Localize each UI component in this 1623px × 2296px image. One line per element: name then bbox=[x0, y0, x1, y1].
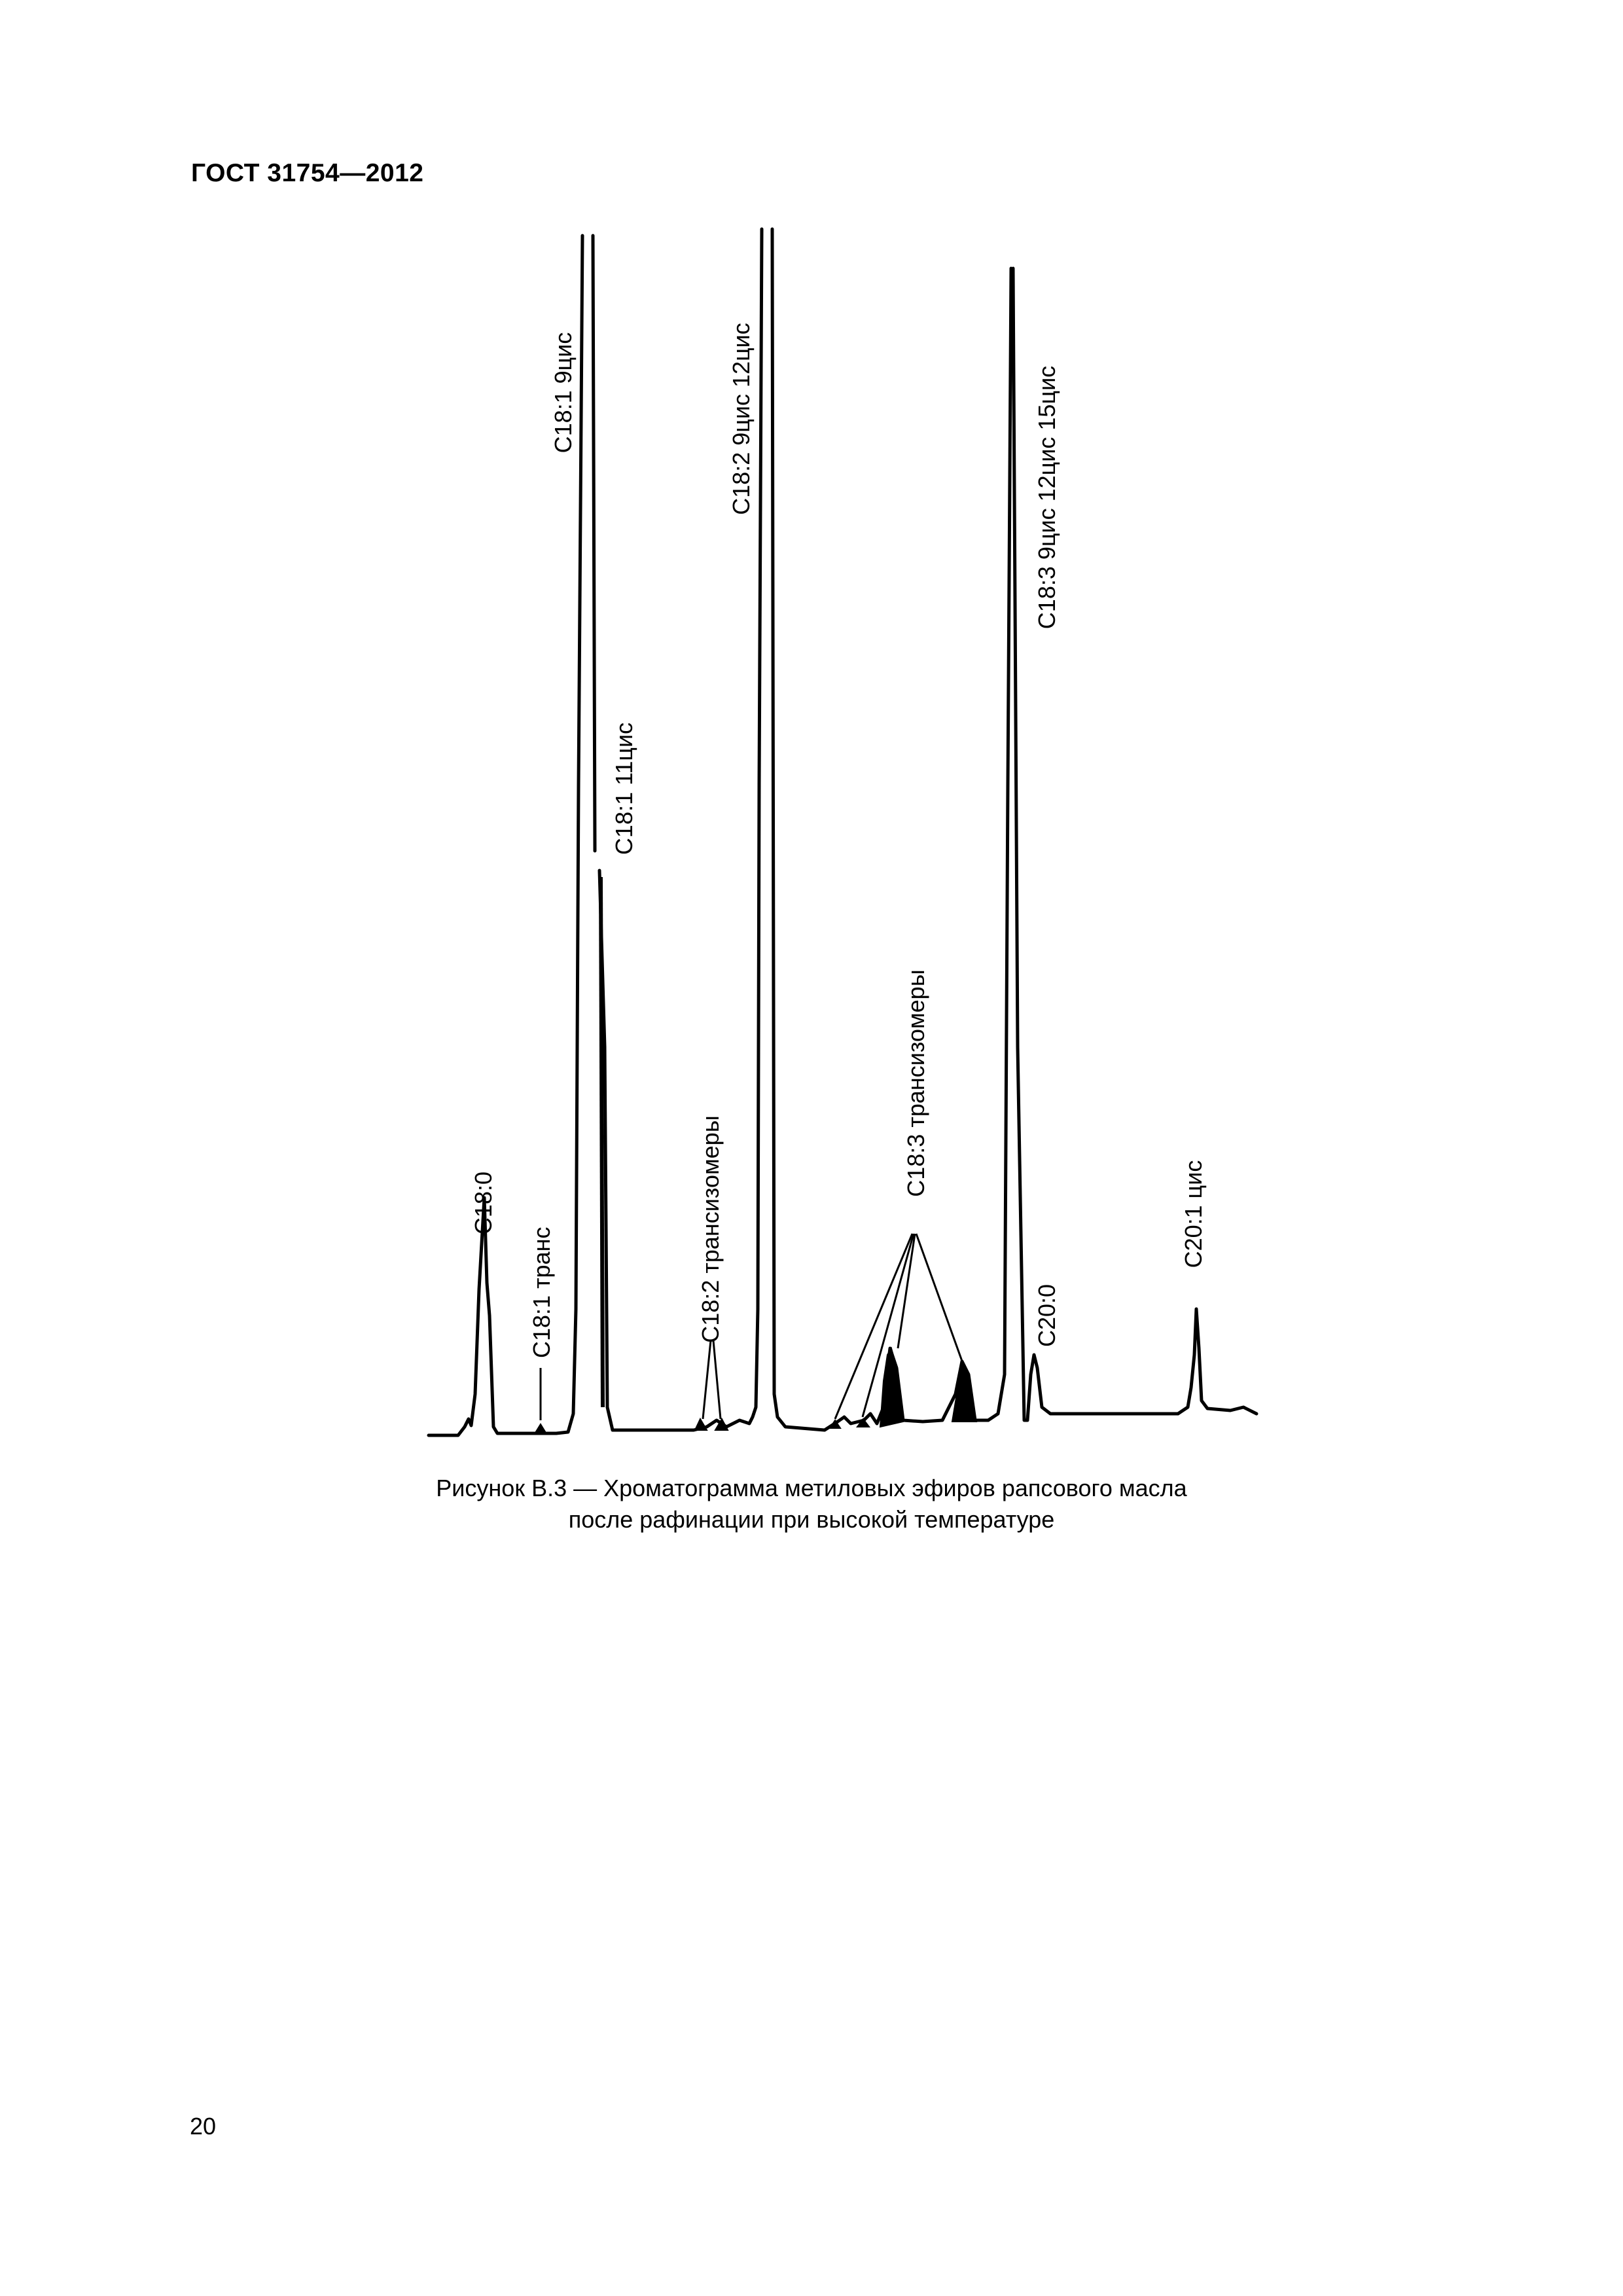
peak-label-c20-1-cis: С20:1 цис bbox=[1180, 1160, 1207, 1268]
document-header: ГОСТ 31754—2012 bbox=[191, 159, 424, 187]
peak-label-c18-1-9cis: С18:1 9цис bbox=[550, 332, 577, 454]
trace-c18-1-9cis-fall bbox=[593, 236, 595, 851]
shaded-peak-c18-1-trans bbox=[535, 1424, 546, 1433]
peak-label-c20-0: С20:0 bbox=[1033, 1283, 1060, 1348]
peak-c18-1-11cis-line bbox=[601, 877, 603, 1407]
peak-label-c18-3-cis: С18:3 9цис 12цис 15цис bbox=[1033, 365, 1060, 630]
peak-label-c18-3-trans: С18:3 трансизомеры bbox=[902, 969, 929, 1197]
page-number: 20 bbox=[190, 2113, 217, 2140]
peak-label-c18-2-9cis-12cis: С18:2 9цис 12цис bbox=[728, 323, 755, 515]
leader-c18-2-trans-a bbox=[703, 1340, 711, 1419]
leader-c18-2-trans-b bbox=[713, 1340, 721, 1419]
trace-c18-2-fall bbox=[772, 229, 1011, 1430]
figure-caption bbox=[0, 1473, 1623, 1535]
leader-c18-3-trans-d bbox=[916, 1234, 963, 1365]
peak-label-c18-1-11cis: С18:1 11цис bbox=[611, 722, 637, 855]
caption-line-1: Рисунок В.3 — Хроматограмма метиловых эфиров рапсового масла bbox=[436, 1475, 1187, 1501]
caption-line-2: после рафинации при высокой температуре bbox=[568, 1506, 1055, 1533]
peak-label-c18-0: С18:0 bbox=[470, 1172, 497, 1235]
leader-c18-3-trans-c bbox=[898, 1234, 915, 1348]
peak-label-c18-1-trans: С18:1 транс bbox=[528, 1227, 555, 1358]
peak-label-c18-2-trans: С18:2 трансизомеры bbox=[697, 1115, 724, 1343]
shaded-peak-c18-2-trans-1 bbox=[695, 1419, 707, 1430]
